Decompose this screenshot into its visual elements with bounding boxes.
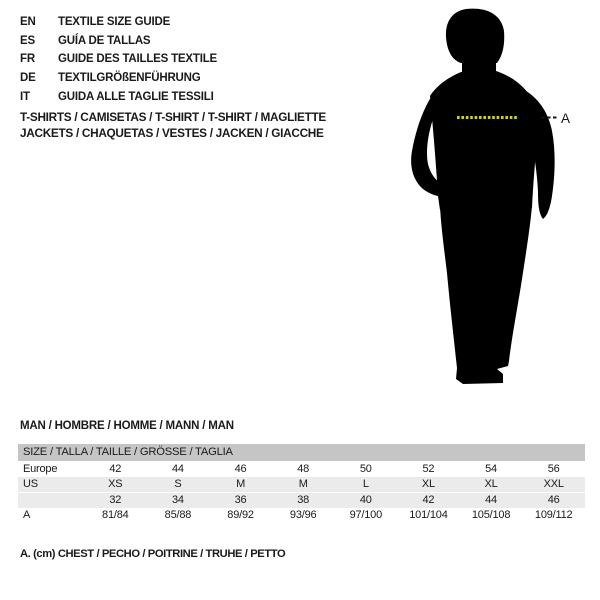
language-list bbox=[20, 13, 217, 106]
language-label: TEXTILGRÖßENFÜHRUNG bbox=[58, 72, 201, 85]
size-cell: 54 bbox=[485, 462, 497, 475]
table-row bbox=[18, 508, 585, 524]
silhouette-right-arm bbox=[511, 87, 555, 219]
category-line: T-SHIRTS / CAMISETAS / T-SHIRT / T-SHIRT / MAGLIETTE bbox=[20, 110, 326, 124]
table-row bbox=[18, 461, 585, 477]
section-title: MAN / HOMBRE / HOMME / MANN / MAN bbox=[20, 420, 234, 432]
size-cell: 42 bbox=[422, 493, 435, 506]
measurement-footnote: A. (cm) CHEST / PECHO / POITRINE / TRUHE / PETTO bbox=[20, 548, 286, 560]
language-row bbox=[20, 13, 217, 32]
row-label: Europe bbox=[23, 462, 58, 475]
size-table-body bbox=[18, 461, 585, 523]
size-cell: M bbox=[236, 478, 246, 491]
language-label: GUIDA ALLE TAGLIE TESSILI bbox=[58, 90, 214, 103]
size-cell: 93/96 bbox=[289, 509, 317, 522]
language-row bbox=[20, 69, 217, 88]
size-cell: 89/92 bbox=[227, 509, 254, 522]
language-row bbox=[20, 50, 217, 69]
size-cell: XL bbox=[484, 478, 498, 491]
size-cell: L bbox=[362, 478, 369, 491]
category-line: JACKETS / CHAQUETAS / VESTES / JACKEN / GIACCHE bbox=[20, 125, 324, 140]
size-cell: 81/84 bbox=[102, 509, 129, 522]
size-cell: 85/88 bbox=[164, 509, 192, 522]
language-row bbox=[20, 87, 217, 106]
size-table-header: SIZE / TALLA / TAILLE / GRÖSSE / TAGLIA bbox=[18, 444, 585, 461]
language-label: TEXTILE SIZE GUIDE bbox=[58, 16, 171, 29]
size-cell: XL bbox=[421, 478, 435, 491]
silhouette-neck bbox=[462, 54, 496, 78]
language-code: IT bbox=[20, 90, 30, 103]
size-cell: 48 bbox=[297, 462, 310, 475]
size-cell: 40 bbox=[359, 493, 372, 506]
size-cell: S bbox=[174, 478, 182, 491]
size-cell: M bbox=[298, 478, 308, 491]
size-cell: 109/112 bbox=[534, 509, 573, 522]
size-cell: 46 bbox=[547, 493, 560, 506]
size-cell: 32 bbox=[109, 493, 122, 506]
measure-label-a: A bbox=[561, 111, 571, 126]
size-cell: 52 bbox=[422, 462, 435, 475]
size-cell: 44 bbox=[485, 493, 497, 506]
silhouette-head bbox=[446, 9, 504, 63]
language-code: EN bbox=[20, 16, 36, 29]
size-cell: 46 bbox=[234, 462, 247, 475]
language-row bbox=[20, 32, 217, 51]
size-cell: 56 bbox=[547, 462, 560, 475]
silhouette-legs bbox=[440, 206, 532, 384]
size-cell: 44 bbox=[172, 462, 184, 475]
row-label: US bbox=[23, 478, 38, 491]
category-list bbox=[20, 110, 326, 141]
size-cell: XXL bbox=[543, 478, 564, 491]
language-label: GUÍA DE TALLAS bbox=[58, 34, 151, 47]
size-cell: 38 bbox=[297, 493, 310, 506]
size-cell: XS bbox=[108, 478, 123, 491]
language-code: DE bbox=[20, 72, 36, 85]
size-cell: 50 bbox=[359, 462, 372, 475]
silhouette-left-arm bbox=[411, 89, 449, 197]
size-cell: 101/104 bbox=[409, 509, 448, 522]
language-label: GUIDE DES TAILLES TEXTILE bbox=[58, 53, 217, 66]
table-row bbox=[18, 477, 585, 493]
size-cell: 105/108 bbox=[471, 509, 511, 522]
size-cell: 42 bbox=[109, 462, 122, 475]
size-table bbox=[18, 444, 585, 523]
language-code: FR bbox=[20, 53, 35, 66]
silhouette-torso bbox=[430, 71, 538, 210]
table-row bbox=[18, 492, 585, 508]
size-cell: 34 bbox=[172, 493, 184, 506]
language-code: ES bbox=[20, 34, 35, 47]
size-cell: 36 bbox=[234, 493, 247, 506]
row-label: A bbox=[23, 509, 31, 522]
size-cell: 97/100 bbox=[349, 509, 383, 522]
